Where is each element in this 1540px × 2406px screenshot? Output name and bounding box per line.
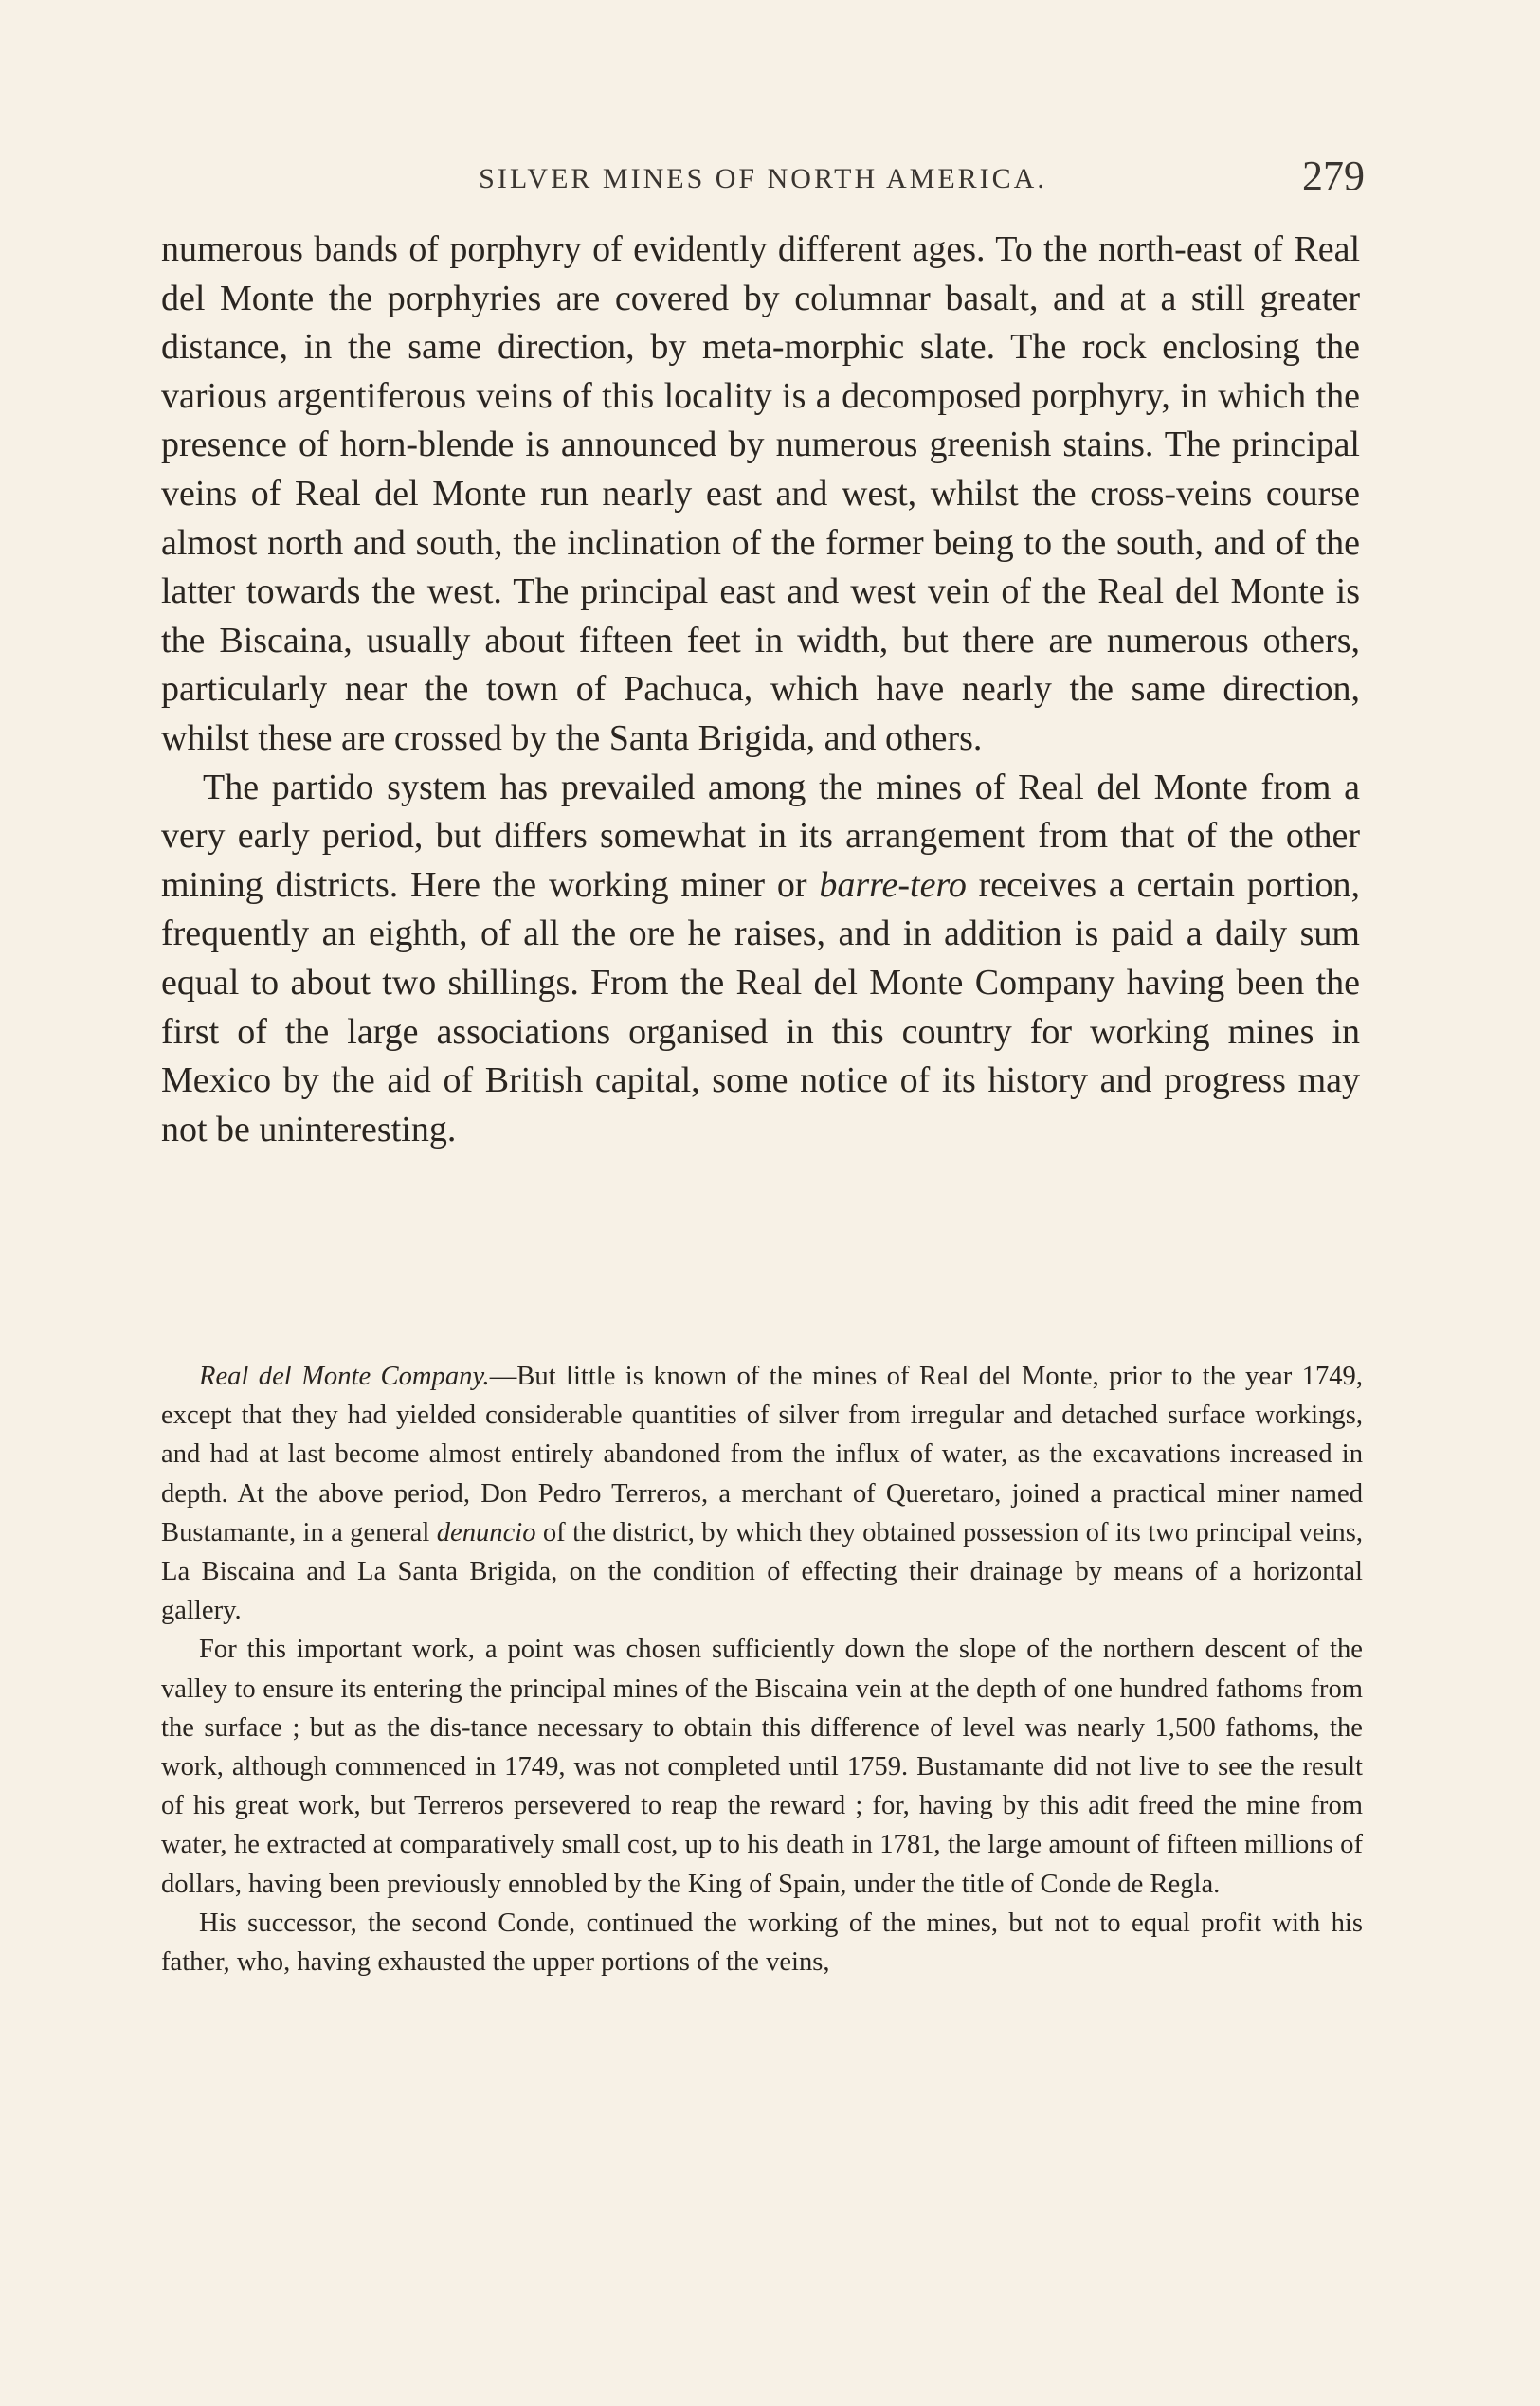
footnote-paragraph-1-part-b: of the district, by which they obtained possession of its two principal veins, La Biscaina and La Santa Brigida, on the condition of effecting their drainage by means of a horizontal gallery. [161, 1517, 1363, 1626]
footnote-paragraph-3: His successor, the second Conde, continued the working of the mines, but not to equal profit with his father, who, having exhausted the upper portions of the veins, [161, 1908, 1363, 1978]
running-title: SILVER MINES OF NORTH AMERICA. [479, 163, 1047, 194]
running-head [161, 152, 1365, 208]
term-barretero: barre-tero [819, 864, 967, 905]
page-number: 279 [1302, 153, 1365, 199]
term-denuncio: denuncio [436, 1517, 536, 1547]
paragraph-1: numerous bands of porphyry of evidently different ages. To the north-east of Real del Monte the porphyries are covered by columnar basalt, and at a still greater distance, in the same direction, by meta-morphic slate. The rock enclosing the various argentiferous veins of this locality is a decomposed porphyry, in which the presence of horn-blende is announced by numerous greenish stains. The principal veins of Real del Monte run nearly east and west, whilst the cross-veins course almost north and south, the inclination of the former being to the south, and of the latter towards the west. The principal east and west vein of the Real del Monte is the Biscaina, usually about fifteen feet in width, but there are numerous others, particularly near the town of Pachuca, which have nearly the same direction, whilst these are crossed by the Santa Brigida, and others. [161, 229, 1360, 758]
footnote-paragraph-1-part-a: —But little is known of the mines of Real del Monte, prior to the year 1749, except that they had yielded considerable quantities of silver from irregular and detached surface workings, and had at last become almost entirely abandoned from the influx of water, as the excavations increased in depth. At the above period, Don Pedro Terreros, a merchant of Queretaro, joined a practical miner named Bustamante, in a general [161, 1362, 1363, 1547]
footnote-paragraph-1 [161, 1357, 1363, 1630]
main-text [161, 226, 1360, 1154]
paragraph-2 [161, 764, 1360, 1155]
footnote-paragraph-2: For this important work, a point was chosen sufficiently down the slope of the northern descent of the valley to ensure its entering the principal mines of the Biscaina vein at the depth of one hundred fathoms from the surface ; but as the dis-tance necessary to obtain this difference of level was nearly 1,500 fathoms, the work, although commenced in 1749, was not completed until 1759. Bustamante did not live to see the result of his great work, but Terreros persevered to reap the reward ; for, having by this adit freed the mine from water, he extracted at comparatively small cost, up to his death in 1781, the large amount of fifteen millions of dollars, having been previously ennobled by the King of Spain, under the title of Conde de Regla. [161, 1635, 1363, 1899]
footnote [161, 1357, 1363, 1981]
paragraph-2-part-a: The partido system has prevailed among the mines of Real del Monte from a very early period, but differs somewhat in its arrangement from that of the other mining districts. Here the working miner or [161, 767, 1360, 905]
paragraph-2-part-b: receives a certain portion, frequently an eighth, of all the ore he raises, and in addition is paid a daily sum equal to about two shillings. From the Real del Monte Company having been the first of the large associations organised in this country for working mines in Mexico by the aid of British capital, some notice of its history and progress may not be uninteresting. [161, 864, 1361, 1149]
footnote-heading: Real del Monte Company. [199, 1362, 490, 1391]
